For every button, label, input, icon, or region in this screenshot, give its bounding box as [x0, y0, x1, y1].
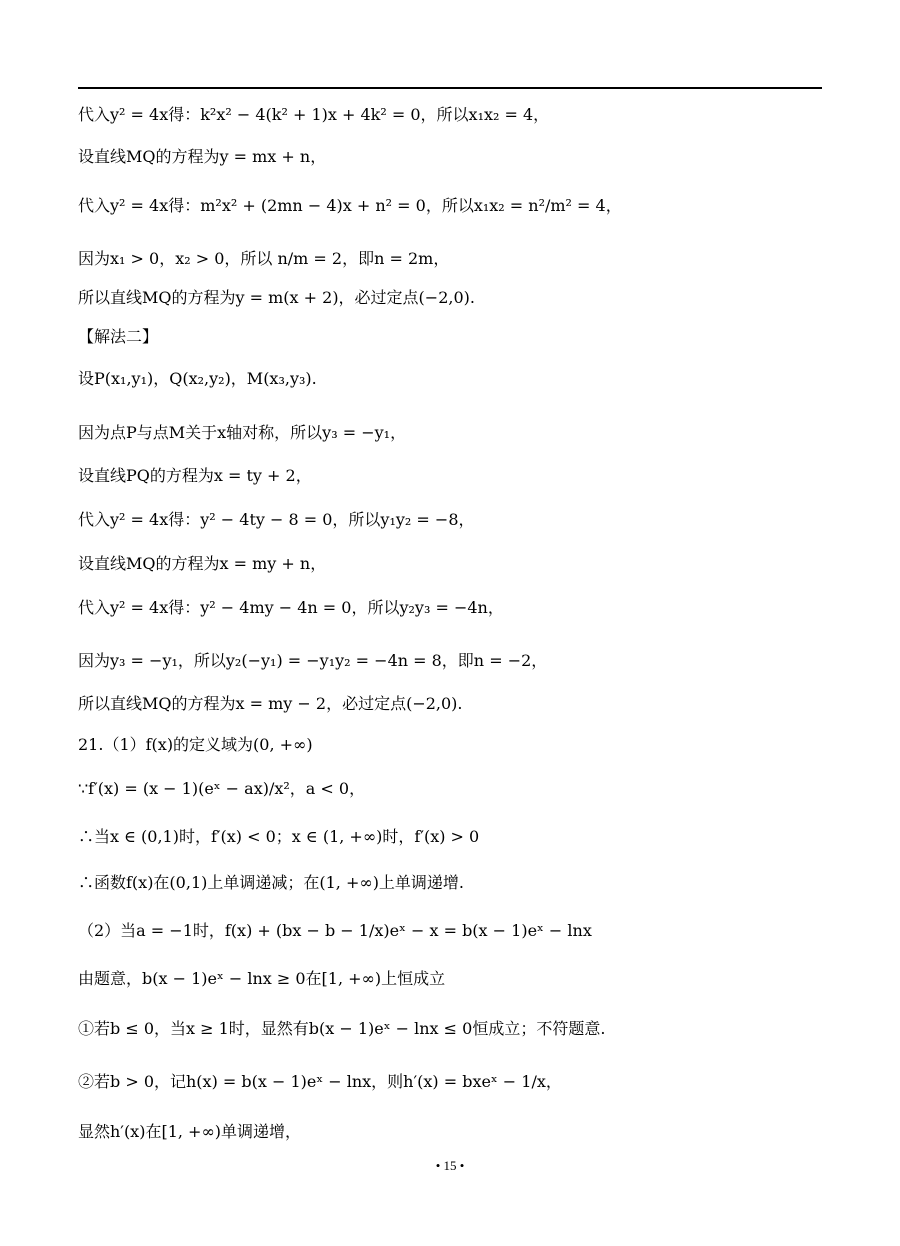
text-line: 代入y² = 4x得：m²x² + (2mn − 4)x + n² = 0，所以x₁x₂ = n²/m² = 4， — [78, 196, 622, 215]
text-line: 21.（1）f(x)的定义域为(0, +∞) — [78, 735, 313, 754]
text-line: ∴函数f(x)在(0,1)上单调递减；在(1, +∞)上单调递增. — [78, 873, 465, 892]
text-line: 设P(x₁,y₁)，Q(x₂,y₂)，M(x₃,y₃). — [78, 369, 317, 388]
page-number: • 15 • — [435, 1158, 465, 1173]
text-line: 代入y² = 4x得：y² − 4my − 4n = 0，所以y₂y₃ = −4n， — [78, 598, 504, 617]
text-line: 所以直线MQ的方程为x = my − 2，必过定点(−2,0). — [78, 694, 463, 713]
header-rule — [78, 87, 822, 89]
text-line: 设直线PQ的方程为x = ty + 2， — [78, 466, 312, 485]
text-line: 因为x₁ > 0，x₂ > 0，所以 n/m = 2，即n = 2m， — [78, 249, 450, 268]
text-line: 设直线MQ的方程为x = my + n， — [78, 554, 327, 573]
text-line: ∵f′(x) = (x − 1)(eˣ − ax)/x²，a < 0， — [78, 779, 366, 798]
text-line: 所以直线MQ的方程为y = m(x + 2)，必过定点(−2,0). — [78, 288, 475, 307]
text-line: （2）当a = −1时，f(x) + (bx − b − 1/x)eˣ − x = b(x − 1)eˣ − lnx — [78, 921, 592, 940]
text-line: 显然h′(x)在[1, +∞)单调递增， — [78, 1122, 302, 1141]
text-line: ∴当x ∈ (0,1)时，f′(x) < 0；x ∈ (1, +∞)时，f′(x) > 0 — [78, 827, 480, 846]
text-line: 由题意，b(x − 1)eˣ − lnx ≥ 0在[1, +∞)上恒成立 — [78, 969, 446, 988]
text-line: 代入y² = 4x得：k²x² − 4(k² + 1)x + 4k² = 0，所以x₁x₂ = 4， — [78, 105, 550, 124]
text-line: 因为y₃ = −y₁，所以y₂(−y₁) = −y₁y₂ = −4n = 8，即n = −2， — [78, 651, 548, 670]
text-line: 代入y² = 4x得：y² − 4ty − 8 = 0，所以y₁y₂ = −8， — [78, 510, 475, 529]
text-line: 设直线MQ的方程为y = mx + n， — [78, 147, 327, 166]
text-line: ①若b ≤ 0，当x ≥ 1时，显然有b(x − 1)eˣ − lnx ≤ 0恒成立；不符题意. — [78, 1019, 606, 1038]
text-line: 因为点P与点M关于x轴对称，所以y₃ = −y₁， — [78, 423, 407, 442]
text-line: ②若b > 0，记h(x) = b(x − 1)eˣ − lnx，则h′(x) = bxeˣ − 1/x， — [78, 1072, 562, 1091]
section-heading: 【解法二】 — [78, 327, 159, 346]
